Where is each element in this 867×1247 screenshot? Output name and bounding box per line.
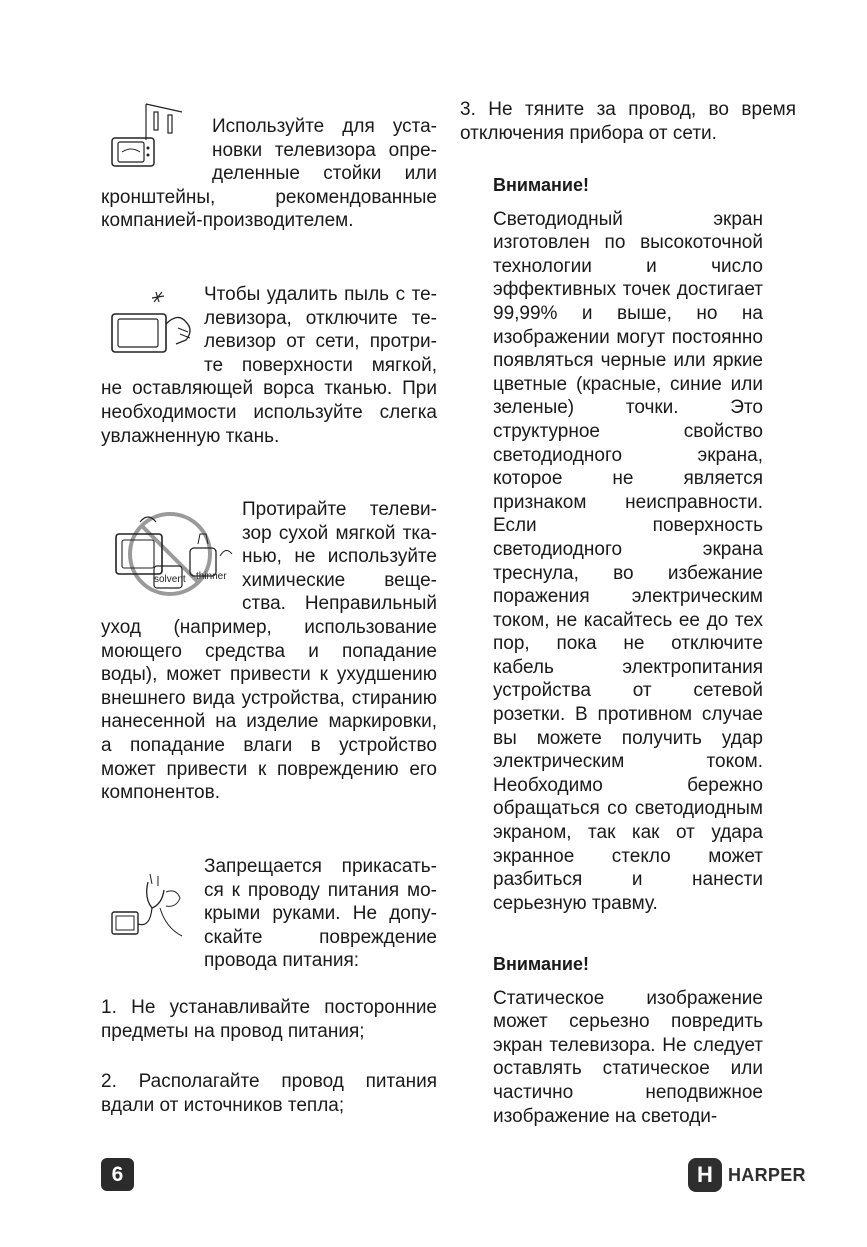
cord-line-2: ся к проводу питания мо-	[204, 879, 437, 901]
cord-line-3: крыми руками. Не допу-	[204, 903, 437, 925]
stand-line-2: новки телевизора опре-	[212, 139, 437, 161]
brand-logo	[688, 1157, 806, 1193]
stand-text: кронштейны, рекомендованные компанией-производителем.	[101, 186, 437, 232]
dust-text: не оставляющей ворса тканью. При необходимости используйте слегка увлажненную ткань.	[101, 378, 437, 447]
stand-block	[101, 115, 437, 233]
dust-line-3: левизор от сети, протри-	[204, 331, 437, 353]
cord-line-4: скайте повреждение	[204, 926, 437, 948]
cord-line-5: провода питания:	[204, 950, 360, 972]
dust-block	[101, 283, 437, 448]
dust-line-2: левизора, отключите те-	[204, 307, 437, 329]
cord-line-1: Запрещается прикасать-	[204, 856, 437, 877]
list-item-1: 1. Не устанавливайте посторонние предметы на провод питания;	[101, 997, 437, 1042]
wipe-line-5: ства. Неправильный	[242, 593, 437, 615]
warning-1-title: Внимание!	[493, 175, 589, 195]
brand-mark: H	[688, 1158, 722, 1192]
wipe-block	[101, 498, 437, 805]
wipe-text: уход (например, использование моющего средства и попадание воды), может привести к ухудшению внешнего вида устройства, стиранию нанесенной на изделие маркировки, а попадание влаги в устройство может привести к повреждению его компонентов.	[101, 616, 437, 804]
cord-block	[101, 855, 437, 973]
warning-1-text: Светодиодный экран изготовлен по высокоточной технологии и число эффективных точек достигает 99,99% и выше, но на изображении могут постоянно появляться черные или яркие цветные (красные, синие или зеленые) точки. Это структурное свойство светодиодного экрана, которое не является признаком неисправности. Если поверхность светодиодного экрана треснула, во избежание поражения электрическим током, не касайтесь ее до тех пор, пока не отключите кабель электропитания устройства от сетевой розетки. В противном случае вы можете получить удар электрическим током. Необходимо бережно обращаться со светодиодным экраном, так как от удара экранное стекло может разбиться и нанести серьезную травму.	[493, 208, 763, 914]
brand-name: HARPER	[728, 1164, 806, 1185]
stand-line-1: Используйте для уста-	[212, 116, 437, 137]
warning-2-title: Внимание!	[493, 954, 589, 974]
stand-line-3: деленные стойки или	[212, 163, 437, 185]
dust-line-4: те поверхности мягкой,	[204, 354, 437, 376]
wipe-line-1: Протирайте телеви-	[242, 499, 437, 520]
page-number: 6	[101, 1158, 134, 1191]
warning-1	[493, 174, 763, 915]
thinner-label: thinner	[196, 571, 227, 582]
list-item-3: 3. Не тяните за провод, во время отключения прибора от сети.	[460, 99, 796, 144]
wipe-line-2: зор сухой мягкой тка-	[242, 522, 437, 544]
solvent-label: solvent	[154, 574, 186, 585]
list-item-2: 2. Располагайте провод питания вдали от источников тепла;	[101, 1071, 437, 1116]
wipe-line-3: нью, не используйте	[242, 546, 437, 568]
warning-2-text: Статическое изображение может серьезно повредить экран телевизора. Не следует оставлять статическое или частично неподвижное изображение на светоди-	[493, 987, 763, 1127]
dust-line-1: Чтобы удалить пыль с те-	[204, 284, 437, 305]
warning-2	[493, 953, 763, 1128]
wipe-line-4: химические веще-	[242, 569, 437, 591]
